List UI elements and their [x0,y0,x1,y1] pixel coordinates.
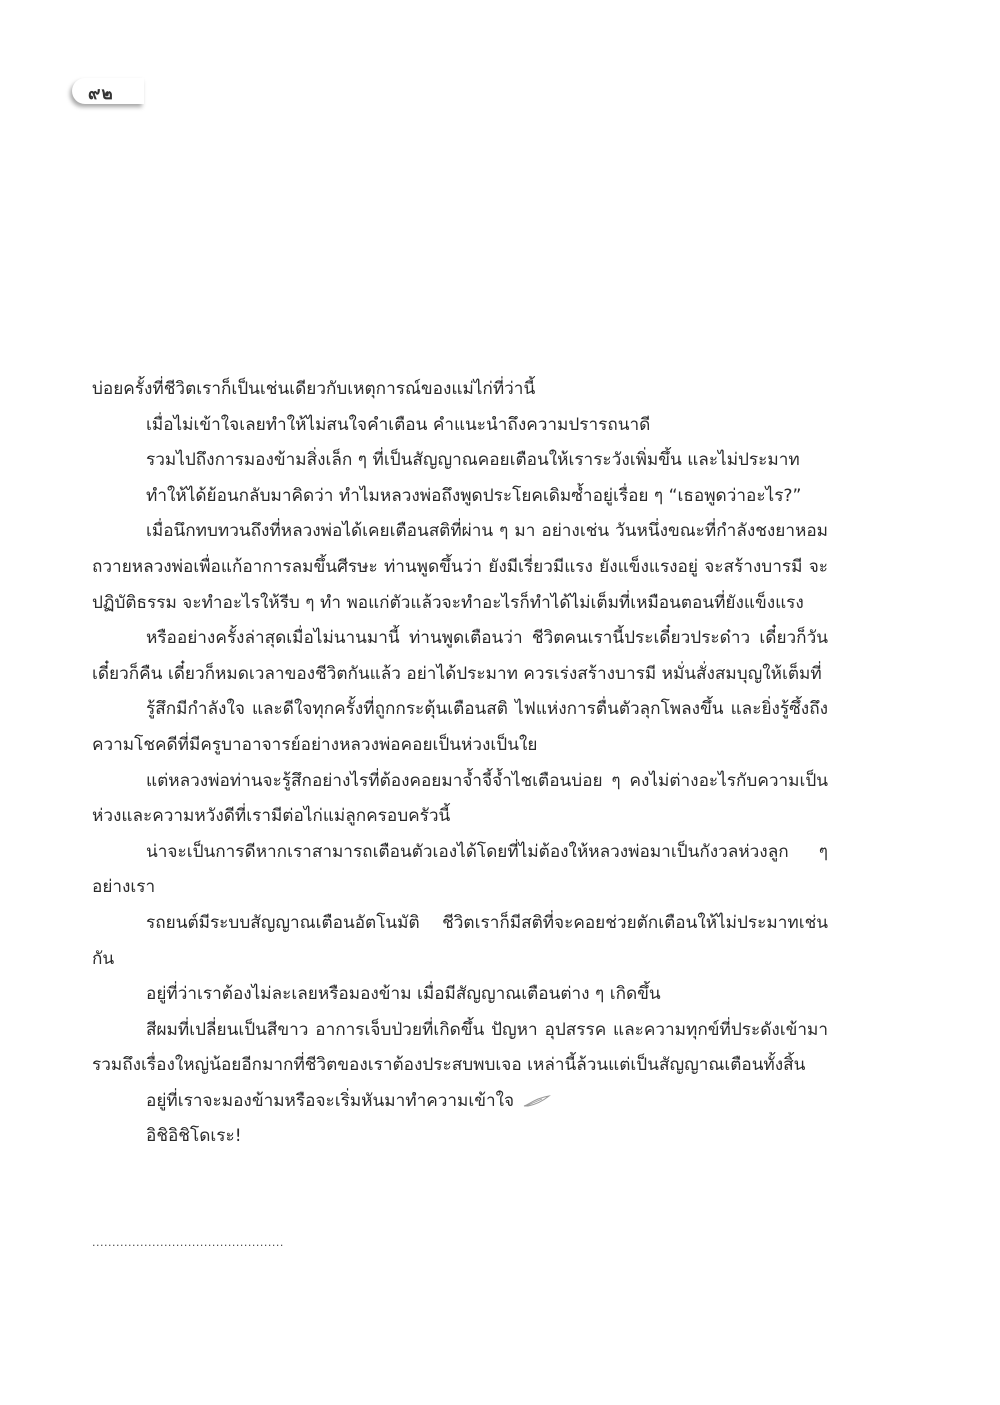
paragraph: รถยนต์มีระบบสัญญาณเตือนอัตโนมัติ ชีวิตเราก็มีสติที่จะคอยช่วยตักเตือนให้ไม่ประมาทเช่นกัน [92,912,828,969]
paragraph-text: อยู่ที่เราจะมองข้ามหรือจะเริ่มหันมาทำความเข้าใจ [146,1090,515,1111]
body-text [92,372,828,1155]
footnote-dotted-line: ................................................ [92,1236,284,1249]
paragraph: หรืออย่างครั้งล่าสุดเมื่อไม่นานมานี้ ท่านพูดเตือนว่า ชีวิตคนเรานี้ประเดี๋ยวประด๋าว เดี๋ยวก็วัน เดี๋ยวก็คืน เดี๋ยวก็หมดเวลาของชีวิตกันแล้ว อย่าได้ประมาท ควรเร่งสร้างบารมี หมั่นสั่งสมบุญให้เต็มที่ [92,628,828,684]
paragraph: สีผมที่เปลี่ยนเป็นสีขาว อาการเจ็บป่วยที่เกิดขึ้น ปัญหา อุปสรรค และความทุกข์ที่ประดังเข้ามา รวมถึงเรื่องใหญ่น้อยอีกมากที่ชีวิตของเราต้องประสบพบเจอ เหล่านี้ล้วนแต่เป็นสัญญาณเตือนทั้งสิ้น [92,1019,828,1076]
paragraph: น่าจะเป็นการดีหากเราสามารถเตือนตัวเองได้โดยที่ไม่ต้องให้หลวงพ่อมาเป็นกังวลห่วงลูก ๆ อย่างเรา [92,841,828,898]
paragraph-with-end-mark [92,1084,828,1120]
paragraph: บ่อยครั้งที่ชีวิตเราก็เป็นเช่นเดียวกับเหตุการณ์ของแม่ไก่ที่ว่านี้ [92,379,536,399]
page-number: ๙๒ [88,84,114,104]
paragraph: เมื่อไม่เข้าใจเลยทำให้ไม่สนใจคำเตือน คำแนะนำถึงความปรารถนาดี [146,414,651,435]
paragraph: อยู่ที่ว่าเราต้องไม่ละเลยหรือมองข้าม เมื่อมีสัญญาณเตือนต่าง ๆ เกิดขึ้น [146,984,661,1005]
paragraph: แต่หลวงพ่อท่านจะรู้สึกอย่างไรที่ต้องคอยมาจ้ำจี้จ้ำไชเตือนบ่อย ๆ คงไม่ต่างอะไรกับความเป็นห่วงและความหวังดีที่เรามีต่อไก่แม่ลูกครอบครัวนี้ [92,770,828,827]
paragraph: รวมไปถึงการมองข้ามสิ่งเล็ก ๆ ที่เป็นสัญญาณคอยเตือนให้เราระวังเพิ่มขึ้น และไม่ประมาท [146,450,800,471]
paragraph: เมื่อนึกทบทวนถึงที่หลวงพ่อได้เคยเตือนสติที่ผ่าน ๆ มา อย่างเช่น วันหนึ่งขณะที่กำลังชงยาหอมถวายหลวงพ่อเพื่อแก้อาการลมขึ้นศีรษะ ท่านพูดขึ้นว่า ยังมีเรี่ยวมีแรง ยังแข็งแรงอยู่ จะสร้างบารมี จะปฏิบัติธรรม จะทำอะไรให้รีบ ๆ ทำ พอแก่ตัวแล้วจะทำอะไรก็ทำได้ไม่เต็มที่เหมือนตอนที่ยังแข็งแรง [92,521,828,613]
closing-line: อิชิอิชิโดเระ! [146,1126,242,1147]
paragraph: ทำให้ได้ย้อนกลับมาคิดว่า ทำไมหลวงพ่อถึงพูดประโยคเดิมซ้ำอยู่เรื่อย ๆ “เธอพูดว่าอะไร?” [146,485,802,506]
feather-icon [522,1094,552,1108]
paragraph: รู้สึกมีกำลังใจ และดีใจทุกครั้งที่ถูกกระตุ้นเตือนสติ ไฟแห่งการตื่นตัวลุกโพลงขึ้น และยิ่งรู้ซึ้งถึงความโชคดีที่มีครูบาอาจารย์อย่างหลวงพ่อคอยเป็นห่วงเป็นใย [92,699,828,755]
